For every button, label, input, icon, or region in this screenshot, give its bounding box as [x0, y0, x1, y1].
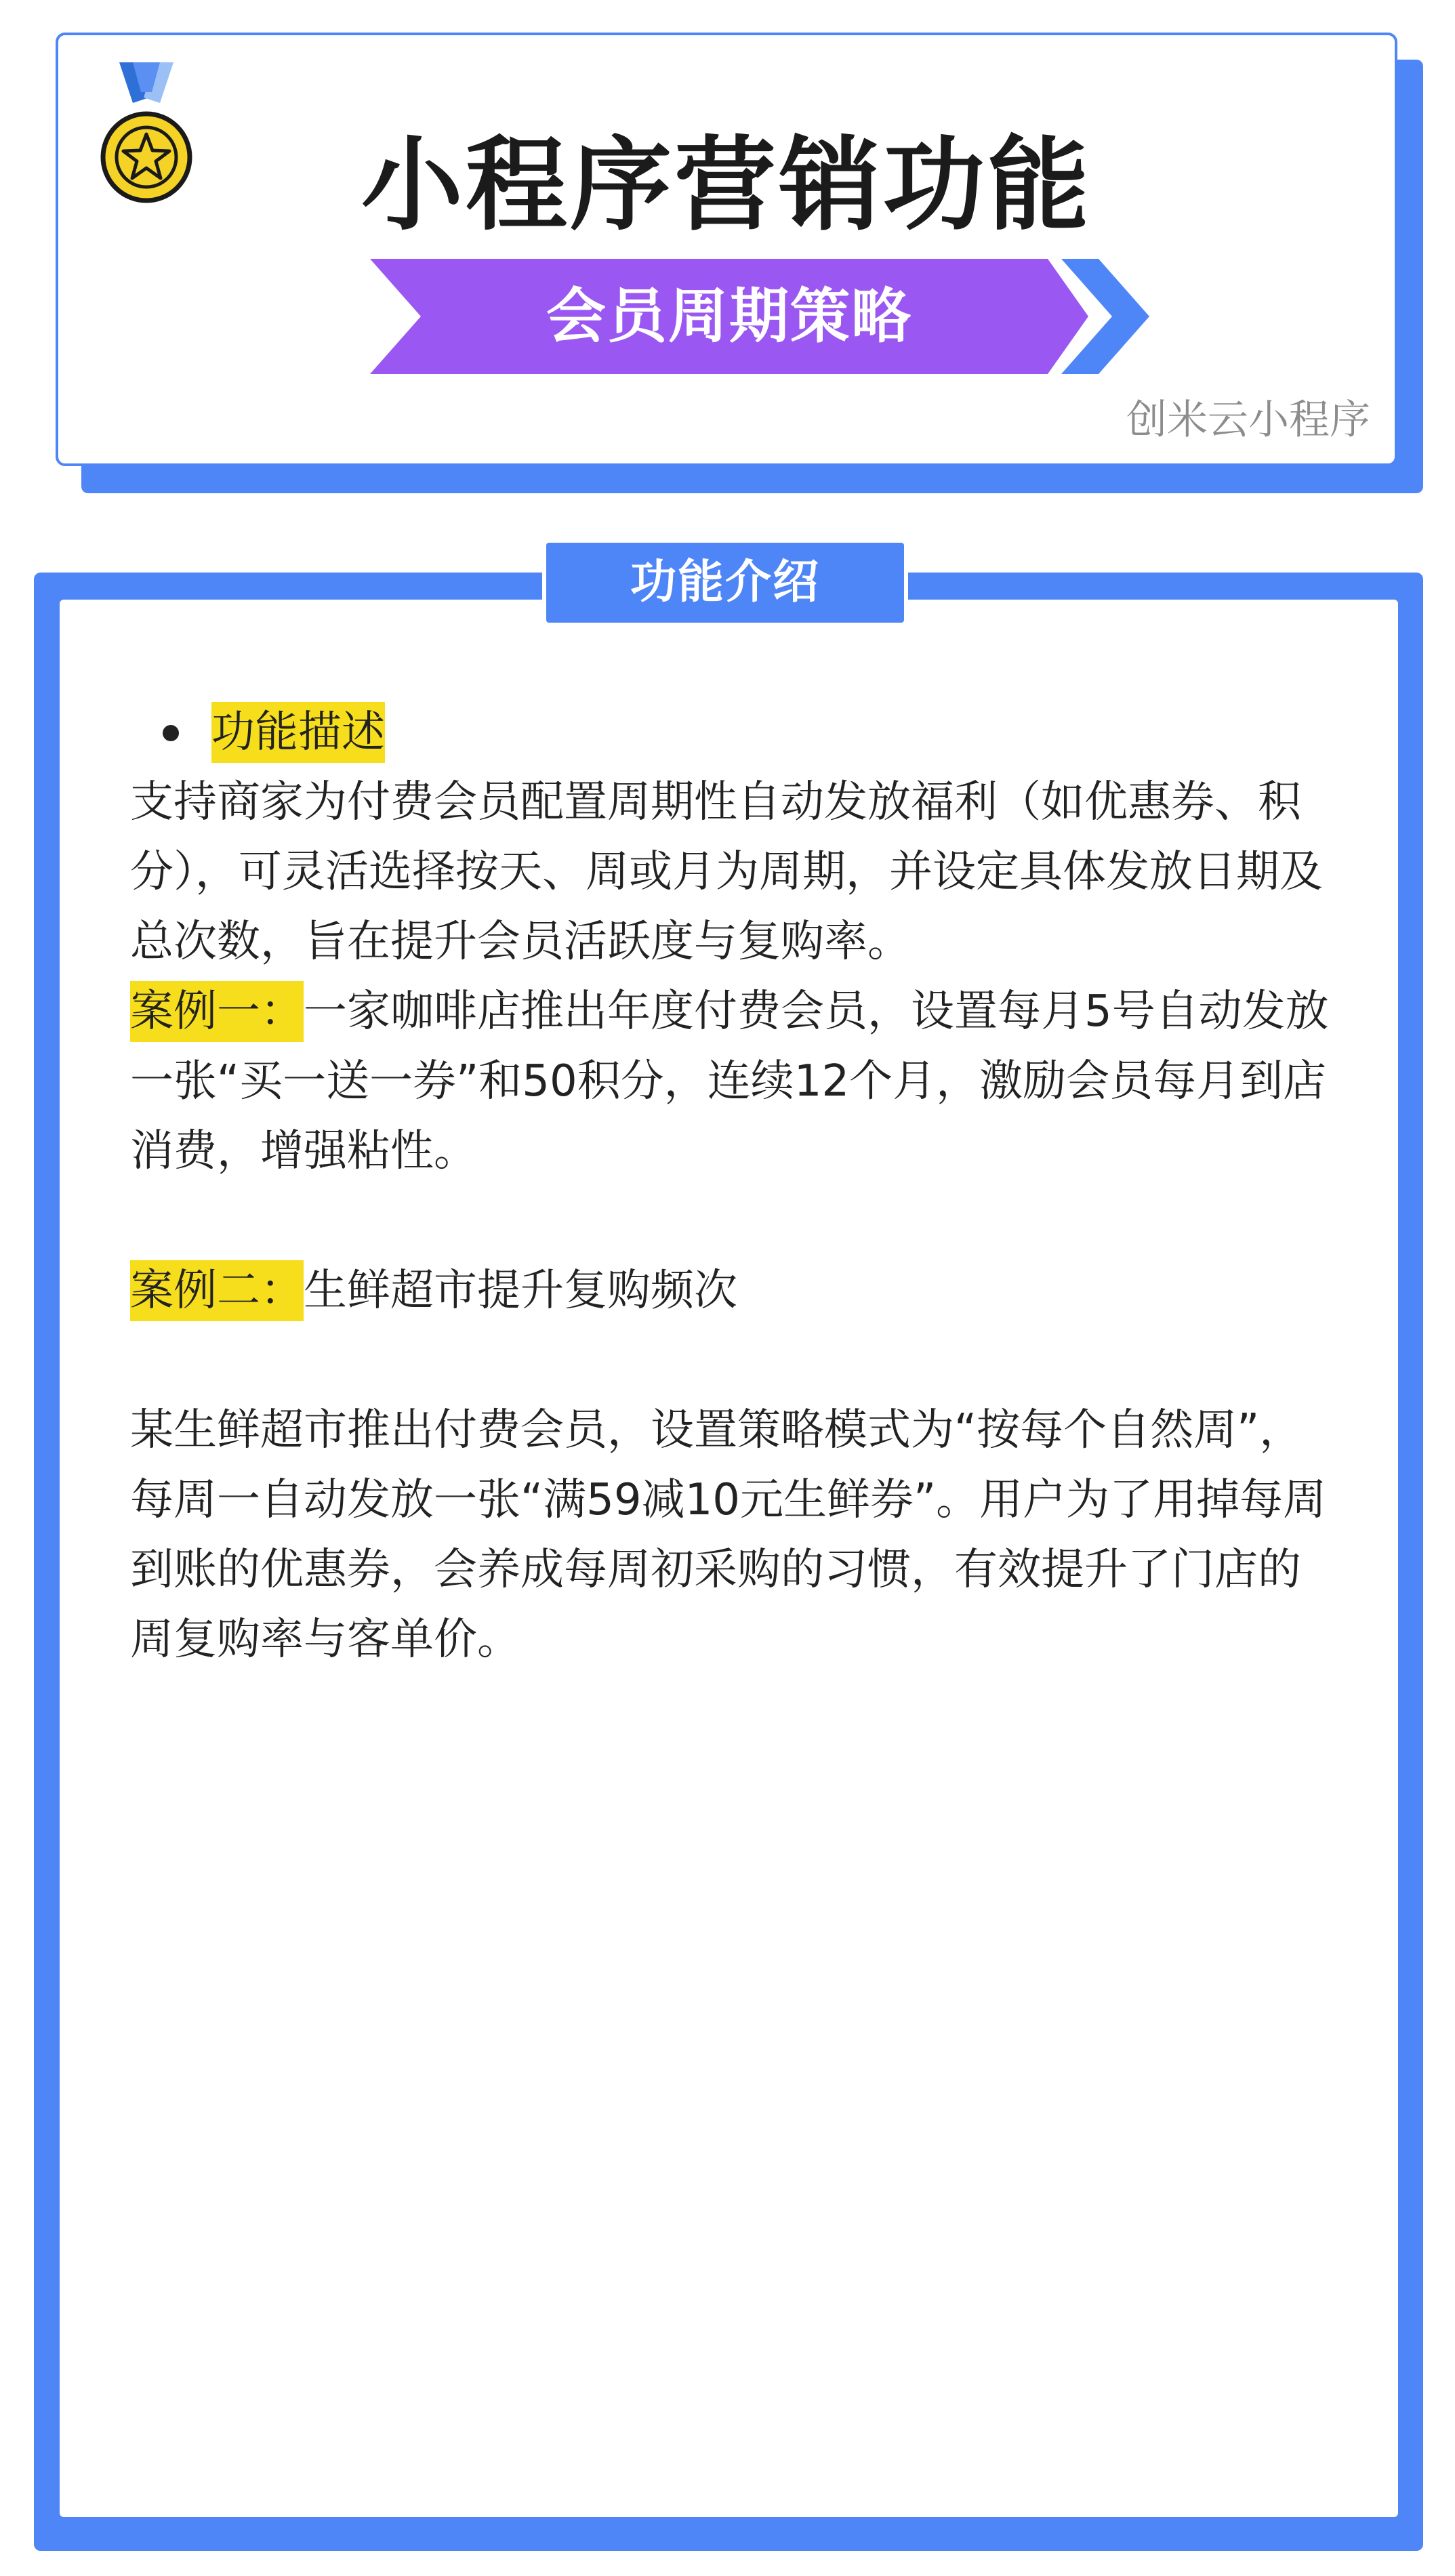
description-text: 支持商家为付费会员配置周期性自动发放福利（如优惠券、积分），可灵活选择按天、周或月为周期，并设定具体发放日期及总次数，旨在提升会员活跃度与复购率。 — [130, 777, 1323, 967]
case1-paragraph — [130, 977, 1343, 1186]
intro-content — [130, 698, 1343, 1675]
case2-label: 案例二： — [130, 1260, 304, 1321]
header-card — [56, 33, 1397, 466]
ribbon-banner — [370, 259, 1149, 374]
brand-watermark: 创米云小程序 — [1126, 396, 1370, 444]
case2-heading — [130, 1256, 1343, 1326]
ribbon-label: 会员周期策略 — [546, 281, 912, 351]
bullet-heading: 功能描述 — [211, 702, 385, 763]
case1-label: 案例一： — [130, 981, 304, 1042]
case1-text: 一家咖啡店推出年度付费会员，设置每月5号自动发放一张“买一送一券”和50积分，连续12个月，激励会员每月到店消费，增强粘性。 — [130, 986, 1329, 1176]
section-tab: 功能介绍 — [542, 539, 908, 627]
bullet-dot-icon — [163, 725, 179, 741]
case2-text: 某生鲜超市推出付费会员，设置策略模式为“按每个自然周”，每周一自动发放一张“满59减10元生鲜券”。用户为了用掉每周到账的优惠券，会养成每周初采购的习惯，有效提升了门店的周复购率与客单价。 — [130, 1405, 1327, 1665]
bullet-heading-line — [130, 698, 1343, 768]
page-title: 小程序营销功能 — [361, 127, 1092, 245]
case2-title: 生鲜超市提升复购频次 — [304, 1266, 737, 1316]
